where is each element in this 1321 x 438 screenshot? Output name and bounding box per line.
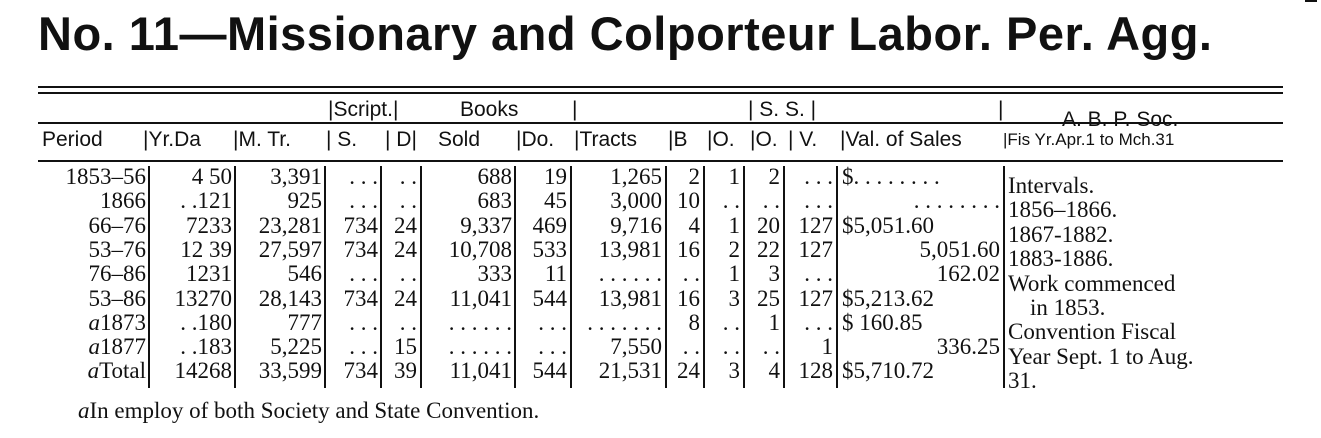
side-note-line: 1856–1866. xyxy=(1008,197,1118,223)
table-cell: . . . xyxy=(538,334,567,360)
column-divider xyxy=(234,166,236,388)
side-note-line: 1883-1886. xyxy=(1008,246,1114,272)
table-cell: 1 xyxy=(821,334,833,360)
column-divider xyxy=(1003,166,1005,388)
corner-mark xyxy=(1305,0,1317,2)
table-cell: . . . . . . xyxy=(448,334,512,360)
table-cell: . . xyxy=(722,334,740,360)
table-cell: . . . xyxy=(804,164,833,189)
table-cell: 14268 xyxy=(174,358,232,384)
group-header-abp: A. B. P. Soc. xyxy=(1062,108,1179,131)
table-cell: . . . xyxy=(349,261,378,287)
table-cell: 734 xyxy=(343,358,378,384)
table-cell: 128 xyxy=(798,358,833,384)
group-header-val-bar: | xyxy=(998,98,1004,121)
table-cell: 1 xyxy=(728,212,740,238)
table-cell: 24 xyxy=(394,285,417,311)
table-cell: 9,337 xyxy=(460,212,512,238)
column-header: |Val. of Sales xyxy=(840,128,962,151)
table-cell: 777 xyxy=(287,309,322,335)
row-period: 53–76 xyxy=(88,236,146,262)
table-cell: 7233 xyxy=(186,212,232,238)
table-cell: 3 xyxy=(728,285,740,311)
side-note-line: Convention Fiscal xyxy=(1008,319,1177,345)
table-cell: . .183 xyxy=(180,334,232,360)
table-cell: 4 xyxy=(688,212,700,238)
table-cell: 544 xyxy=(532,285,567,311)
table-cell: $. . . . . . . . xyxy=(842,164,940,189)
column-header: |Yr.Da xyxy=(143,128,201,151)
column-header: |O. xyxy=(750,128,778,151)
table-cell: . . xyxy=(722,188,740,214)
column-header: |Fis Yr.Apr.1 to Mch.31 xyxy=(1003,130,1175,149)
column-header: | S. xyxy=(326,128,358,151)
table-cell: . . . xyxy=(349,164,378,189)
table-cell: . . . . . . xyxy=(598,261,662,287)
table-cell: 24 xyxy=(677,358,700,384)
header-rule-1 xyxy=(38,92,1283,94)
table-cell: . . xyxy=(762,334,780,360)
column-header: |O. xyxy=(707,128,735,151)
column-header: Sold xyxy=(438,128,481,151)
table-cell: 39 xyxy=(394,358,417,384)
table-cell: 2 xyxy=(768,164,780,189)
column-divider xyxy=(148,166,150,388)
table-cell: . .180 xyxy=(180,309,232,335)
top-rule xyxy=(38,86,1283,88)
side-note-line: Intervals. xyxy=(1008,173,1095,198)
table-cell: . . . xyxy=(804,188,833,214)
table-cell: 45 xyxy=(544,188,567,214)
table-cell: . . xyxy=(762,188,780,214)
table-cell: 21,531 xyxy=(598,358,662,384)
table-cell: 2 xyxy=(688,164,700,189)
table-cell: . .121 xyxy=(180,188,232,214)
table-cell: 533 xyxy=(532,236,567,262)
table-cell: 3 xyxy=(768,261,780,287)
footnote: aIn employ of both Society and State Convention. xyxy=(78,398,540,423)
table-cell: . . xyxy=(722,309,740,335)
table-cell: 127 xyxy=(798,236,833,262)
header-rule-3 xyxy=(38,160,1283,162)
table-cell: $5,710.72 xyxy=(842,358,934,384)
table-cell: 3,000 xyxy=(610,188,662,214)
table-cell: . . xyxy=(399,164,417,189)
column-header: | V. xyxy=(788,128,818,151)
side-note-line: 1867-1882. xyxy=(1008,221,1114,247)
column-header: |Tracts xyxy=(574,128,638,151)
table-cell: 1 xyxy=(728,164,740,189)
table-cell: 22 xyxy=(757,236,780,262)
table-cell: 925 xyxy=(287,188,322,214)
table-cell: 20 xyxy=(757,212,780,238)
table-cell: 24 xyxy=(394,236,417,262)
table-cell: 27,597 xyxy=(258,236,322,262)
table-cell: 10 xyxy=(677,188,700,214)
group-header-ss: | S. S. | xyxy=(748,98,817,121)
column-divider xyxy=(783,166,785,388)
table-cell: 4 xyxy=(768,358,780,384)
table-cell: . . . . . . . xyxy=(587,309,662,335)
row-period: 53–86 xyxy=(88,285,146,311)
page-title: No. 11—Missionary and Colporteur Labor. Per. Agg. xyxy=(38,7,1213,60)
table-cell: 25 xyxy=(757,285,780,311)
table-cell: 5,051.60 xyxy=(919,236,1000,262)
row-period: 76–86 xyxy=(88,261,146,287)
table-cell: . . xyxy=(399,261,417,287)
table-cell: 469 xyxy=(532,212,567,238)
row-period: a1873 xyxy=(88,309,146,335)
table-cell: 16 xyxy=(677,236,700,262)
table-cell: 1 xyxy=(728,261,740,287)
row-period: 66–76 xyxy=(88,212,146,238)
column-header: | D| xyxy=(385,128,417,151)
table-cell: 11,041 xyxy=(449,285,512,311)
table-cell: 333 xyxy=(477,261,512,287)
table-cell: . . . . . . xyxy=(448,309,512,335)
column-divider xyxy=(743,166,745,388)
side-note-line: in 1853. xyxy=(1030,295,1106,320)
table-cell: . . . xyxy=(349,188,378,214)
table-cell: 127 xyxy=(798,285,833,311)
table-cell: 5,225 xyxy=(270,334,322,360)
column-divider xyxy=(380,166,382,388)
table-cell: . . . xyxy=(804,309,833,335)
table-cell: 15 xyxy=(394,334,417,360)
table-cell: 16 xyxy=(677,285,700,311)
table-cell: 1 xyxy=(768,309,780,335)
table-cell: 11 xyxy=(544,261,567,287)
table-cell: 12 39 xyxy=(180,236,232,262)
side-note-line: Work commenced xyxy=(1008,270,1176,296)
table-cell: 688 xyxy=(477,164,512,189)
table-cell: 9,716 xyxy=(610,212,662,238)
side-note-line: 31. xyxy=(1008,368,1037,394)
table-cell: . . . xyxy=(349,309,378,335)
table-cell: $5,051.60 xyxy=(842,212,934,238)
row-period: aTotal xyxy=(87,358,146,384)
table-cell: 7,550 xyxy=(610,334,662,360)
table-cell: . . xyxy=(399,309,417,335)
table-cell: . . xyxy=(682,261,700,287)
column-divider xyxy=(570,166,572,388)
table-cell: 13,981 xyxy=(598,236,662,262)
row-period: 1853–56 xyxy=(65,164,146,189)
table-cell: . . . xyxy=(538,309,567,335)
group-header-books-bar: | xyxy=(572,98,578,121)
row-period: a1877 xyxy=(88,334,146,360)
table-cell: 28,143 xyxy=(258,285,322,311)
table-cell: $ 160.85 xyxy=(842,309,923,335)
column-divider xyxy=(324,166,326,388)
row-period: 1866 xyxy=(100,188,146,214)
table-cell: 33,599 xyxy=(258,358,322,384)
table-cell: 24 xyxy=(394,212,417,238)
table-cell: 10,708 xyxy=(448,236,512,262)
table-cell: 13270 xyxy=(174,285,232,311)
column-header: Period xyxy=(42,128,103,151)
table-cell: 336.25 xyxy=(936,334,1000,360)
table-cell: 734 xyxy=(343,212,378,238)
column-header: |M. Tr. xyxy=(233,128,291,151)
table-cell: 734 xyxy=(343,236,378,262)
table-cell: . . . xyxy=(804,261,833,287)
table-cell: 162.02 xyxy=(936,261,1000,287)
column-divider xyxy=(703,166,705,388)
table-cell: 23,281 xyxy=(258,212,322,238)
side-note-line: Year Sept. 1 to Aug. xyxy=(1008,343,1194,369)
column-divider xyxy=(836,166,838,388)
column-divider xyxy=(514,166,516,388)
table-cell: 683 xyxy=(477,188,512,214)
table-cell: 13,981 xyxy=(598,285,662,311)
table-cell: 3,391 xyxy=(270,164,322,189)
group-header-script: |Script.| xyxy=(328,98,399,121)
group-header-books: Books xyxy=(460,98,519,121)
table-cell: 127 xyxy=(798,212,833,238)
table-cell: 546 xyxy=(287,261,322,287)
table-cell: 1,265 xyxy=(610,164,662,189)
table-cell: 544 xyxy=(532,358,567,384)
table-cell: . . xyxy=(399,188,417,214)
table-cell: 1231 xyxy=(186,261,232,287)
table-cell: 2 xyxy=(728,236,740,262)
table-cell: 4 50 xyxy=(191,164,232,189)
column-header: |Do. xyxy=(516,128,555,151)
table-cell: 11,041 xyxy=(449,358,512,384)
table-cell: 3 xyxy=(728,358,740,384)
table-cell: $5,213.62 xyxy=(842,285,934,311)
column-header: |B xyxy=(668,128,688,151)
table-cell: . . xyxy=(682,334,700,360)
table-cell: 19 xyxy=(544,164,567,189)
table-cell: 8 xyxy=(688,309,700,335)
table-cell: . . . . . . . . xyxy=(913,188,1000,214)
column-divider xyxy=(420,166,422,388)
table-cell: 734 xyxy=(343,285,378,311)
table-cell: . . . xyxy=(349,334,378,360)
column-divider xyxy=(665,166,667,388)
